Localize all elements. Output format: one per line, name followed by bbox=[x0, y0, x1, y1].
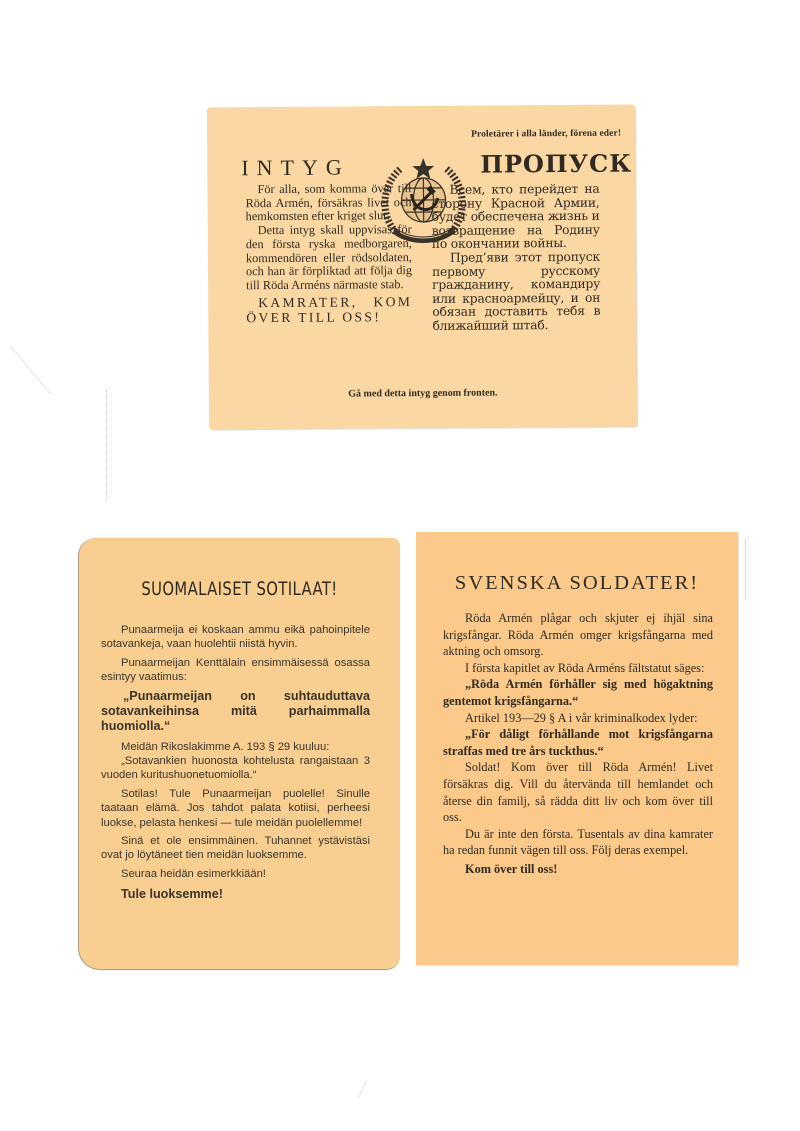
appeal-paragraph: Sotilas! Tule Punaarmeijan puolelle! Sinulle taataan elämä. Jos tahdot palata kotiisi, perheesi luokse, pelasta henkesi — tule meidän puolellemme! bbox=[101, 787, 370, 829]
closing-line: Tule luoksemme! bbox=[121, 887, 223, 902]
scan-artifact bbox=[745, 540, 746, 600]
bold-quote: „För dåligt förhållande mot krigsfångarna straffas med tre års tuckthus.“ bbox=[443, 727, 713, 758]
paragraph: Du är inte den första. Tusentals av dina kamrater ha redan funnit vägen till oss. Följ deras exempel. bbox=[443, 826, 713, 858]
footer-text: Gå med detta intyg genom fronten. bbox=[348, 387, 498, 400]
leaflet-intyg-propusk bbox=[207, 105, 637, 430]
law-quote: „Sotavankien huonosta kohtelusta rangaistaan 3 vuoden kuritushuonetuomiolla.“ bbox=[101, 755, 370, 782]
swedish-paragraph: Detta intyg skall uppvisas för den första ryska medborgaren, kommendören eller rödsoldaten, och han är förpliktad att följa dig till Röda Arméns närmaste stab. bbox=[245, 222, 413, 293]
russian-column bbox=[431, 183, 600, 334]
paragraph: Seuraa heidän esimerkkiään! bbox=[121, 867, 266, 880]
law-intro: Meidän Rikoslakimme A. 193 § 29 kuuluu: bbox=[121, 740, 330, 753]
appeal-paragraph: Soldat! Kom över till Röda Armén! Livet försäkras dig. Vill du återvända till hemlandet och återse din familj, så rädda ditt liv och kom över till oss. bbox=[443, 760, 713, 825]
motto-text: Proletärer i alla länder, förena eder! bbox=[471, 128, 622, 140]
scan-artifact bbox=[358, 1081, 367, 1098]
scan-artifact bbox=[106, 390, 107, 500]
law-intro: Artikel 193—29 § A i vår kriminalkodex lyder: bbox=[465, 710, 698, 725]
leaflet-body bbox=[101, 623, 370, 906]
title-russian: ПРОПУСК bbox=[480, 148, 633, 179]
leaflet-body bbox=[443, 610, 713, 878]
swedish-paragraph: För alla, som komma över till Röda Armén, försäkras livet och hemkomsten efter kriget slut. bbox=[245, 181, 412, 224]
paragraph: Punaarmeijan Kenttälain ensimmäisessä osassa esintyy vaatimus: bbox=[101, 656, 370, 684]
title-swedish: INTYG bbox=[241, 154, 350, 181]
bold-quote: „Röda Armén förhåller sig med högaktning gentemot krigsfångarna.“ bbox=[443, 677, 713, 708]
swedish-call: KAMRATER, KOM ÖVER TILL OSS! bbox=[246, 293, 413, 325]
paragraph: Röda Armén plågar och skjuter ej ihjäl sina krigsfångar. Röda Armén omger krigsfångarna med aktning och omsorg. bbox=[443, 611, 713, 659]
bold-quote: „Punaarmeijan on suhtauduttava sotavankeihinsa mitä parhaimmalla huomiolla.“ bbox=[101, 688, 370, 733]
russian-paragraph: Всем, кто перейдет на сторону Красной Армии, будет обеспечена жизнь и возвращение на Родину по окончании войны. bbox=[431, 181, 600, 252]
paragraph: Punaarmeija ei koskaan ammu eikä pahoinpitele sotavankeja, vaan huolehtii niistä hyvin. bbox=[101, 624, 370, 651]
leaflet-heading: SVENSKA SOLDATER! bbox=[454, 572, 700, 594]
paragraph: Sinä et ole ensimmäinen. Tuhannet ystävistäsi ovat jo löytäneet tien meidän luoksemme. bbox=[101, 835, 370, 862]
russian-paragraph: Пред’яви этот пропуск первому русскому гражданину, командиру или красноармейцу, и он обязан доставить тебя в ближайший штаб. bbox=[431, 249, 601, 333]
paragraph: I första kapitlet av Röda Arméns fältstatut säges: bbox=[465, 660, 705, 675]
scan-artifact bbox=[11, 347, 50, 394]
closing-line: Kom över till oss! bbox=[465, 861, 558, 876]
swedish-column bbox=[245, 182, 412, 325]
leaflet-svenska-soldater bbox=[416, 532, 738, 965]
leaflet-heading: SUOMALAISET SOTILAAT! bbox=[141, 578, 338, 600]
leaflet-suomalaiset-sotilaat bbox=[78, 538, 400, 970]
